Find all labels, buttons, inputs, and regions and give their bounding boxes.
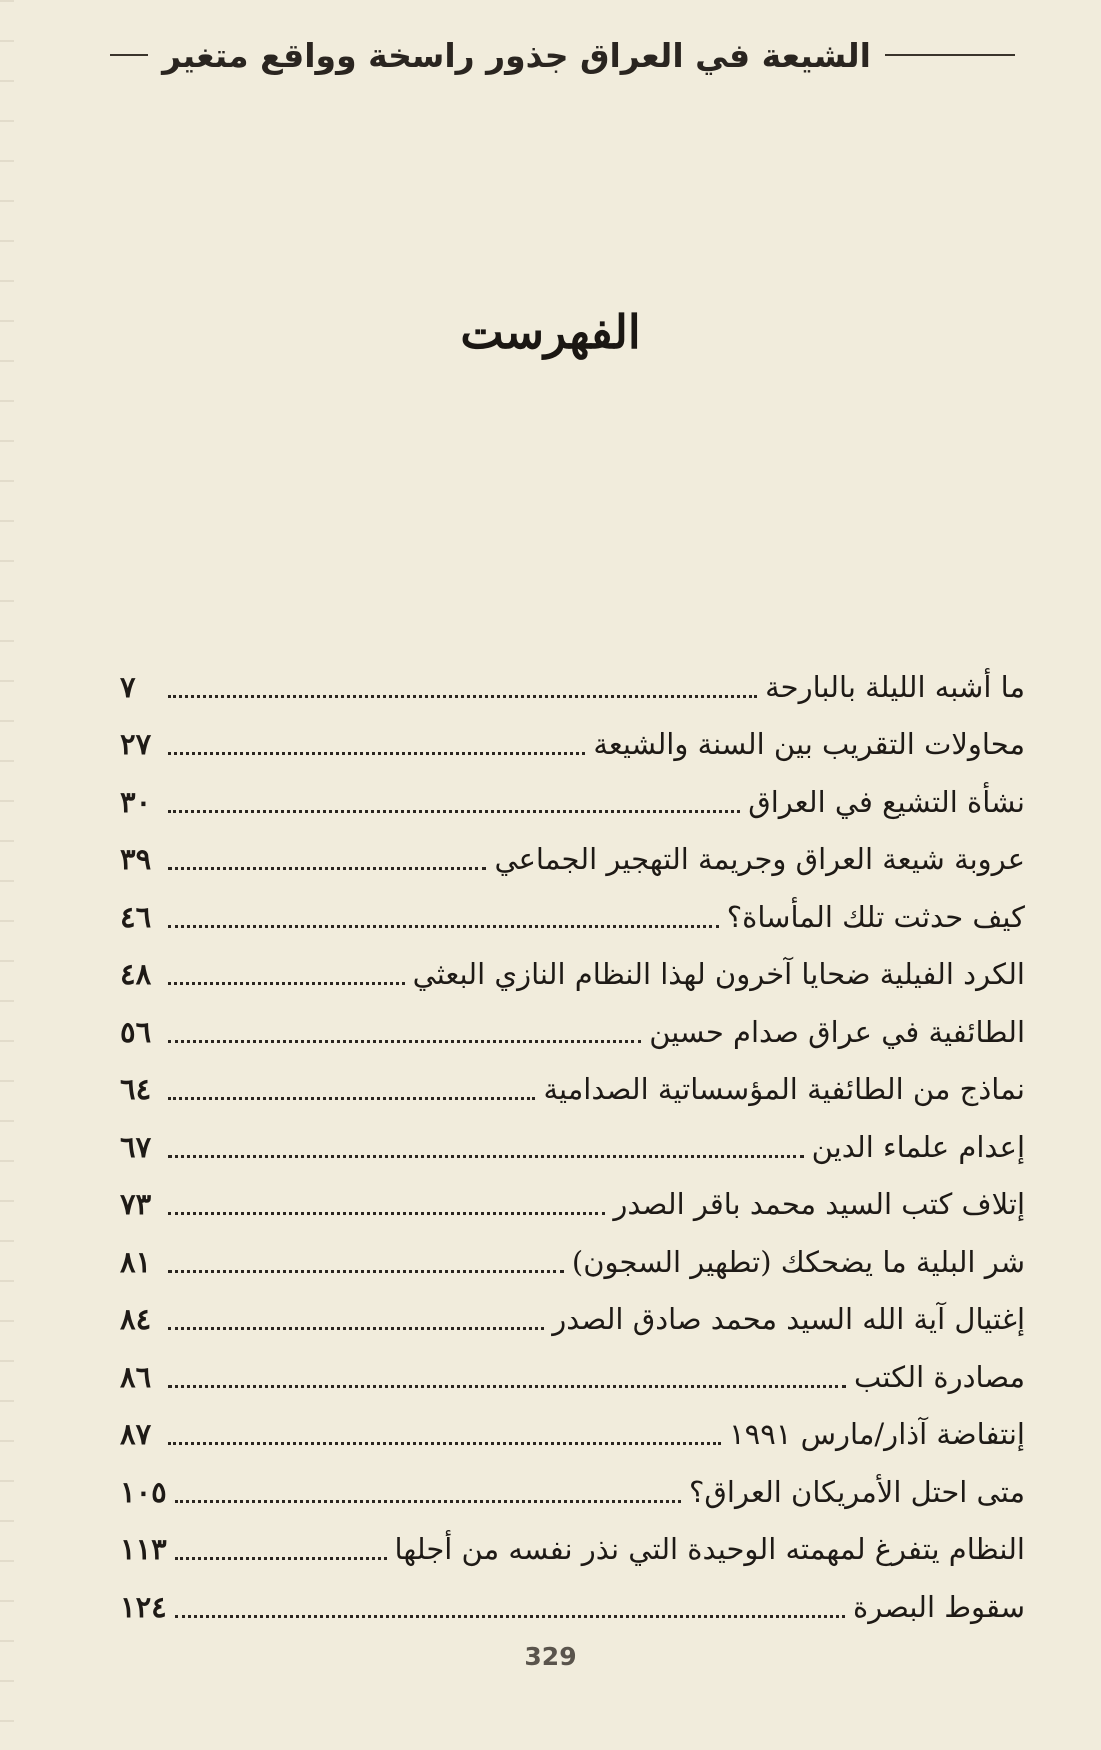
- toc-entry-page: ٦٤: [120, 1072, 152, 1106]
- toc-dot-leader: [168, 751, 585, 755]
- toc-entry: [120, 1572, 1025, 1630]
- toc-entry-title: إغتيال آية الله السيد محمد صادق الصدر: [552, 1302, 1025, 1336]
- toc-entry-title: سقوط البصرة: [853, 1589, 1025, 1624]
- toc-entry: [120, 1457, 1025, 1515]
- toc-entry: [120, 1342, 1025, 1400]
- toc-entry-page: ٤٨: [120, 957, 152, 991]
- toc-entry: [120, 710, 1025, 768]
- toc-entry-title: إنتفاضة آذار/مارس ١٩٩١: [729, 1417, 1025, 1451]
- toc-dot-leader: [168, 924, 719, 928]
- toc-entry-title: مصادرة الكتب: [854, 1359, 1025, 1394]
- toc-entry-page: ٢٧: [120, 727, 152, 761]
- toc-entry: [120, 1400, 1025, 1458]
- toc-dot-leader: [175, 1556, 387, 1560]
- toc-entry-title: محاولات التقريب بين السنة والشيعة: [593, 727, 1025, 761]
- toc-entry-title: إعدام علماء الدين: [811, 1129, 1025, 1164]
- header-rule-left: [110, 54, 148, 56]
- toc-dot-leader: [168, 1441, 721, 1445]
- toc-entry-page: ١٢٤: [120, 1589, 167, 1624]
- toc-entry-title: متى احتل الأمريكان العراق؟: [689, 1474, 1025, 1509]
- running-title: الشيعة في العراق جذور راسخة وواقع متغير: [162, 35, 871, 75]
- toc-dot-leader: [168, 1326, 544, 1330]
- toc-entry: [120, 882, 1025, 940]
- toc-entry-page: ٣٠: [120, 784, 152, 819]
- toc-dot-leader: [168, 1096, 535, 1100]
- toc-entry-page: ٣٩: [120, 842, 152, 876]
- toc-entry-title: ما أشبه الليلة بالبارحة: [765, 669, 1025, 704]
- toc-entry: [120, 652, 1025, 710]
- toc-dot-leader: [168, 1384, 846, 1388]
- toc-entry: [120, 997, 1025, 1055]
- toc-entry-page: ٨٦: [120, 1359, 152, 1394]
- page-binding-edge: [0, 0, 14, 1750]
- toc-entry-title: الطائفية في عراق صدام حسين: [649, 1014, 1025, 1049]
- toc-entry-page: ٦٧: [120, 1129, 152, 1164]
- toc-entry: [120, 825, 1025, 883]
- toc-entry-page: ١١٣: [120, 1532, 167, 1566]
- toc-dot-leader: [175, 1499, 681, 1503]
- page-number: 329: [524, 1642, 577, 1671]
- toc-entry-page: ٨٧: [120, 1417, 152, 1451]
- toc-entry-title: إتلاف كتب السيد محمد باقر الصدر: [613, 1187, 1025, 1221]
- toc-dot-leader: [168, 1154, 804, 1158]
- toc-entry: [120, 1227, 1025, 1285]
- header-rule-right: [885, 54, 1015, 56]
- toc-entry-page: ٨٤: [120, 1302, 152, 1336]
- toc-dot-leader: [168, 809, 740, 813]
- toc-dot-leader: [168, 1269, 564, 1273]
- toc-entry-page: ٥٦: [120, 1014, 152, 1049]
- running-header: [110, 30, 1015, 80]
- toc-dot-leader: [168, 866, 486, 870]
- toc-entry: [120, 1055, 1025, 1113]
- toc-entry-page: ١٠٥: [120, 1474, 167, 1509]
- toc-entry-title: عروبة شيعة العراق وجريمة التهجير الجماعي: [494, 842, 1025, 876]
- table-of-contents: [120, 652, 1025, 1630]
- toc-entry: [120, 767, 1025, 825]
- toc-dot-leader: [168, 1211, 605, 1215]
- toc-entry-page: ٧٣: [120, 1187, 152, 1221]
- index-title: الفهرست: [460, 305, 641, 359]
- toc-entry: [120, 1112, 1025, 1170]
- toc-entry: [120, 1515, 1025, 1573]
- toc-entry: [120, 1285, 1025, 1343]
- toc-dot-leader: [175, 1614, 845, 1618]
- toc-entry-page: ٤٦: [120, 899, 152, 934]
- toc-entry-page: ٧: [120, 669, 136, 704]
- toc-entry-title: كيف حدثت تلك المأساة؟: [726, 899, 1025, 934]
- toc-entry-page: ٨١: [120, 1244, 152, 1279]
- toc-entry-title: النظام يتفرغ لمهمته الوحيدة التي نذر نفسه من أجلها: [394, 1532, 1025, 1566]
- toc-dot-leader: [168, 981, 405, 985]
- toc-entry-title: نماذج من الطائفية المؤسساتية الصدامية: [543, 1072, 1025, 1106]
- toc-dot-leader: [168, 1039, 641, 1043]
- toc-entry: [120, 1170, 1025, 1228]
- toc-entry-title: شر البلية ما يضحكك (تطهير السجون): [571, 1244, 1025, 1279]
- toc-entry-title: نشأة التشيع في العراق: [748, 784, 1025, 819]
- toc-entry: [120, 940, 1025, 998]
- toc-dot-leader: [168, 694, 757, 698]
- toc-entry-title: الكرد الفيلية ضحايا آخرون لهذا النظام النازي البعثي: [412, 957, 1025, 991]
